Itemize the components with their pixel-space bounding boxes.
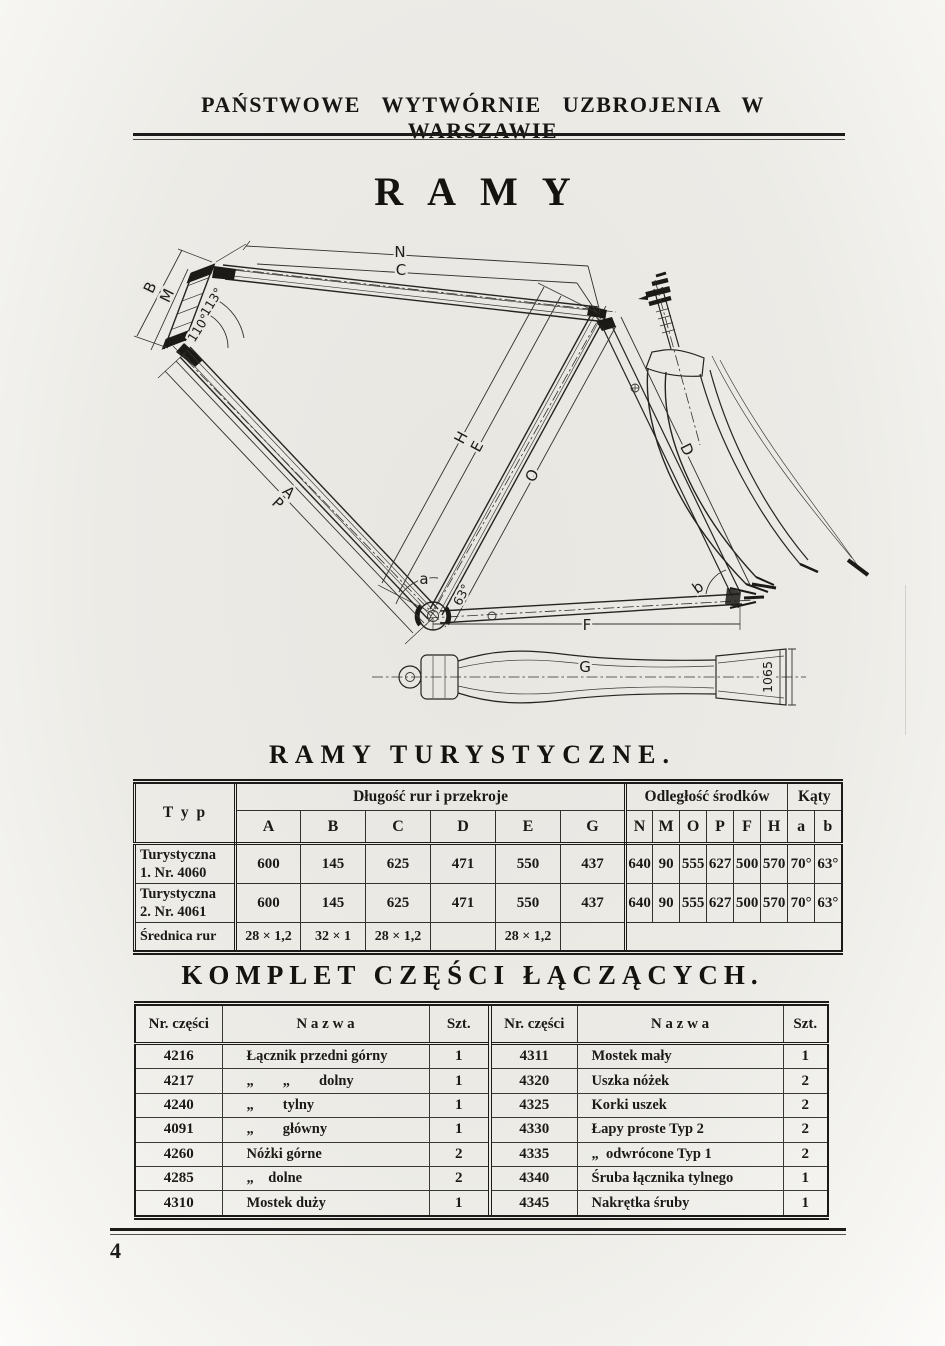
part-qty: 2: [429, 1142, 490, 1166]
part-qty: 1: [429, 1191, 490, 1217]
part-name: „ „ dolny: [222, 1069, 429, 1093]
cell-a: 70°: [788, 844, 815, 884]
part-qty: 1: [429, 1044, 490, 1069]
parts-row-5: [135, 1142, 828, 1166]
col-a: a: [788, 811, 815, 844]
cell-H: 570: [761, 884, 788, 923]
parts-row-7: [135, 1191, 828, 1217]
cell-A: 600: [236, 844, 301, 884]
col-N: N: [626, 811, 653, 844]
dia-E: 28 × 1,2: [496, 923, 561, 953]
col-P: P: [707, 811, 734, 844]
part-qty: 1: [429, 1093, 490, 1117]
cell-P: 627: [707, 844, 734, 884]
spec-diameter-row: [135, 923, 842, 953]
parts-header-row: [135, 1004, 828, 1044]
part-qty: 1: [429, 1118, 490, 1142]
type-cell: Turystyczna 1. Nr. 4060: [135, 844, 236, 884]
parts-row-3: [135, 1093, 828, 1117]
part-nr: 4240: [135, 1093, 222, 1117]
header-nr-right: Nr. części: [490, 1004, 577, 1044]
part-name: „ dolne: [222, 1166, 429, 1190]
spec-table: [133, 779, 843, 955]
page-title: RAMY: [374, 169, 595, 214]
fork-drawing: [638, 273, 868, 592]
col-A: A: [236, 811, 301, 844]
cell-O: 555: [680, 844, 707, 884]
dia-C: 28 × 1,2: [366, 923, 431, 953]
spec-row-4061: [135, 884, 842, 923]
part-name: „ tylny: [222, 1093, 429, 1117]
part-qty: 1: [783, 1166, 828, 1190]
head-angle-inner-label: 110°: [184, 310, 213, 345]
spec-row-4060: [135, 844, 842, 884]
dim-label-O: O: [521, 466, 543, 485]
cell-b: 63°: [815, 844, 842, 884]
part-name: „ główny: [222, 1118, 429, 1142]
diameter-row-label: Średnica rur: [135, 923, 236, 953]
part-qty: 2: [783, 1093, 828, 1117]
dim-label-D: D: [676, 440, 698, 459]
col-G: G: [561, 811, 626, 844]
dim-label-N: N: [394, 243, 406, 261]
col-b: b: [815, 811, 842, 844]
col-H: H: [761, 811, 788, 844]
type-column-header: T y p: [135, 782, 236, 844]
part-name: Łapy proste Typ 2: [577, 1118, 783, 1142]
part-name: Mostek duży: [222, 1191, 429, 1217]
footer-rule: [110, 1228, 846, 1235]
part-nr: 4260: [135, 1142, 222, 1166]
cell-G: 437: [561, 884, 626, 923]
col-B: B: [301, 811, 366, 844]
part-nr: 4330: [490, 1118, 577, 1142]
col-F: F: [734, 811, 761, 844]
part-name: Łącznik przedni górny: [222, 1044, 429, 1069]
cell-H: 570: [761, 844, 788, 884]
cell-D: 471: [431, 884, 496, 923]
page-number: 4: [110, 1238, 121, 1263]
group-centers-header: Odległość środków: [626, 782, 788, 811]
part-name: Uszka nóżek: [577, 1069, 783, 1093]
header-rule: [133, 133, 845, 140]
parts-row-1: [135, 1044, 828, 1069]
parts-row-4: [135, 1118, 828, 1142]
cell-E: 550: [496, 844, 561, 884]
part-name: Śruba łącznika tylnego: [577, 1166, 783, 1190]
cell-M: 90: [653, 844, 680, 884]
dim-label-P: P: [268, 493, 288, 513]
col-O: O: [680, 811, 707, 844]
part-name: Nóżki górne: [222, 1142, 429, 1166]
col-C: C: [366, 811, 431, 844]
header-qty-right: Szt.: [783, 1004, 828, 1044]
seat-angle-label: 63°: [449, 581, 474, 609]
group-lengths-header: Długość rur i przekroje: [236, 782, 626, 811]
cell-b: 63°: [815, 884, 842, 923]
part-nr: 4311: [490, 1044, 577, 1069]
cell-B: 145: [301, 844, 366, 884]
part-qty: 1: [429, 1069, 490, 1093]
cell-C: 625: [366, 884, 431, 923]
part-nr: 4325: [490, 1093, 577, 1117]
dim-label-M: M: [156, 285, 179, 306]
col-D: D: [431, 811, 496, 844]
dim-label-G: G: [579, 658, 591, 676]
header-name-right: N a z w a: [577, 1004, 783, 1044]
head-angle-outer-label: 113°: [197, 284, 226, 319]
cell-D: 471: [431, 844, 496, 884]
part-nr: 4217: [135, 1069, 222, 1093]
part-name: „ odwrócone Typ 1: [577, 1142, 783, 1166]
dim-label-C: C: [395, 261, 407, 279]
part-nr: 4340: [490, 1166, 577, 1190]
part-name: Mostek mały: [577, 1044, 783, 1069]
part-nr: 4310: [135, 1191, 222, 1217]
spec-group-header-row: [135, 782, 842, 811]
cell-A: 600: [236, 884, 301, 923]
frame-technical-drawing: [0, 230, 945, 745]
part-qty: 1: [783, 1044, 828, 1069]
part-qty: 2: [783, 1118, 828, 1142]
cell-C: 625: [366, 844, 431, 884]
part-name: Korki uszek: [577, 1093, 783, 1117]
cell-F: 500: [734, 884, 761, 923]
dim-label-E: E: [466, 438, 488, 455]
cell-a: 70°: [788, 884, 815, 923]
col-E: E: [496, 811, 561, 844]
cell-F: 500: [734, 844, 761, 884]
rear-length-label: 1065: [760, 661, 775, 693]
dia-A: 28 × 1,2: [236, 923, 301, 953]
part-qty: 2: [783, 1142, 828, 1166]
header-qty-left: Szt.: [429, 1004, 490, 1044]
parts-table-title: KOMPLET CZĘŚCI ŁĄCZĄCYCH.: [181, 960, 764, 990]
spec-table-title: RAMY TURYSTYCZNE.: [268, 740, 676, 769]
dim-label-H: H: [450, 428, 472, 447]
parts-row-2: [135, 1069, 828, 1093]
parts-row-6: [135, 1166, 828, 1190]
dim-label-A: A: [278, 482, 299, 503]
cell-N: 640: [626, 844, 653, 884]
frame-tubes: [162, 263, 764, 630]
scan-artifact-line: [905, 585, 906, 735]
header-nr-left: Nr. części: [135, 1004, 222, 1044]
cell-O: 555: [680, 884, 707, 923]
type-cell: Turystyczna 2. Nr. 4061: [135, 884, 236, 923]
col-M: M: [653, 811, 680, 844]
cell-G: 437: [561, 844, 626, 884]
dia-B: 32 × 1: [301, 923, 366, 953]
part-nr: 4216: [135, 1044, 222, 1069]
part-nr: 4091: [135, 1118, 222, 1142]
spec-letter-header-row: [135, 811, 842, 844]
part-nr: 4320: [490, 1069, 577, 1093]
dia-empty: [626, 923, 842, 953]
dia-G: [561, 923, 626, 953]
part-name: Nakrętka śruby: [577, 1191, 783, 1217]
cell-N: 640: [626, 884, 653, 923]
publisher-header: PAŃSTWOWE WYTWÓRNIE UZBROJENIA W WARSZAWIE: [201, 92, 765, 143]
part-nr: 4345: [490, 1191, 577, 1217]
header-name-left: N a z w a: [222, 1004, 429, 1044]
cell-E: 550: [496, 884, 561, 923]
parts-table: [134, 1001, 829, 1220]
cell-M: 90: [653, 884, 680, 923]
part-qty: 2: [783, 1069, 828, 1093]
part-nr: 4335: [490, 1142, 577, 1166]
part-nr: 4285: [135, 1166, 222, 1190]
group-angles-header: Kąty: [788, 782, 842, 811]
cell-B: 145: [301, 884, 366, 923]
cell-P: 627: [707, 884, 734, 923]
dia-D: [431, 923, 496, 953]
dropout-angle-label: b: [688, 577, 707, 598]
part-qty: 1: [783, 1191, 828, 1217]
dim-label-B: B: [139, 278, 161, 297]
bb-angle-label: a: [419, 570, 429, 588]
dim-label-F: F: [582, 616, 592, 634]
part-qty: 2: [429, 1166, 490, 1190]
